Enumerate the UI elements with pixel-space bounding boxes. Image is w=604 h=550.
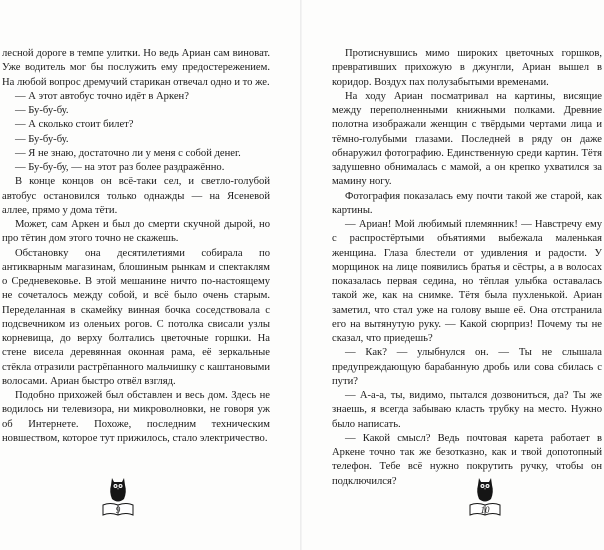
paragraph: — Бу-бу-бу. (15, 133, 69, 145)
paragraph: Фотография показалась ему почти такой же старой, как картины. (332, 190, 602, 216)
paragraph: Может, сам Аркен и был до смерти скучной дырой, но про тётин дом этого точно не скажешь. (2, 219, 270, 245)
page-number: 10 (480, 505, 490, 515)
paragraph: лесной дороге в темпе улитки. Но ведь Ариан сам виноват. Уже водитель мог бы послужить ему предостережением. На любой вопрос дремучий старикан отвечал одно и то же. (2, 48, 270, 88)
paragraph: Протиснувшись мимо широких цветочных горшков, превративших прихожую в джунгли, Ариан вышел в коридор. Воздух пах полузабытыми временами. (332, 48, 602, 88)
paragraph: — А сколько стоит билет? (15, 119, 134, 131)
page-number-badge (467, 472, 507, 520)
right-page-text (332, 47, 602, 489)
paragraph: На ходу Ариан посматривал на картины, висящие между переполненными книжными полками. Древние полотна изображали женщин с твёрдыми чертами лица и тёмно-голубыми глазами. Последней в ряду он даже обнаружил фотографию. Единственную среди картин. Тётя задушевно обнималась с мамой, а он крепко ухватился за мамину ногу. (332, 90, 602, 188)
paragraph: — Ариан! Мой любимый племянник! — Навстречу ему с распростёртыми объятиями выбежала маленькая женщина. Глаза блестели от удивления и радости. У морщинок на лице появились братья и сёстры, а в волосах показалась первая седина, но тёплая улыбка оставалась такой же, как на снимке. Тётя была пухленькой. Ариан заметил, что стал уже на голову выше её. Она отстранила его на вытянутую руку. — Какой сюрприз! Почему ты не сказал, что приедешь? (332, 219, 602, 344)
paragraph: — Я не знаю, достаточно ли у меня с собой денег. (15, 147, 241, 159)
paragraph: Подобно прихожей был обставлен и весь дом. Здесь не водилось ни телевизора, ни микроволновки, не говоря уж об Интернете. Похоже, последним техническим новшеством, которое тут прижилось, стало электричество. (2, 390, 270, 444)
paragraph: — Какой смысл? Ведь почтовая карета работает в Аркене точно так же безотказно, как и твой допотопный телефон. Тебе всё нужно покрутить ручку, чтобы он подключился? (332, 432, 602, 487)
paragraph: — А-а-а, ты, видимо, пытался дозвониться, да? Ты же знаешь, я всегда забываю класть трубку на место. Нужно было написать. (332, 390, 602, 430)
page-number-badge (100, 472, 140, 520)
paragraph: — Бу-бу-бу. (15, 105, 69, 116)
paragraph: — Бу-бу-бу, — на этот раз более раздражённо. (15, 162, 225, 173)
paragraph: В конце концов он всё-таки сел, и светло-голубой автобус остановился только однажды — на Ясеневой аллее, прямо у дома тёти. (2, 176, 270, 216)
right-page (302, 0, 604, 550)
paragraph: Обстановку она десятилетиями собирала по антикварным магазинам, блошиным рынкам и спектаклям о Средневековье. В этой мешанине ничто по-настоящему не сочеталось между собой, и всё было очень старым. Переделанная в скамейку винная бочка соседствовала с подсвечником из оленьих рогов. С потолка свисали узлы корневища, до верху болтались цветочные горшки. На стене висела деревянная оконная рама, её зеркальные стёкла отразили растрёпанного мальчишку с каштановыми волосами. Ариан быстро отвёл взгляд. (2, 247, 270, 387)
paragraph: — Как? — улыбнулся он. — Ты не слышала предупреждающую барабанную дробь или сова сбилась с пути? (332, 347, 602, 387)
left-page-text (2, 47, 270, 446)
paragraph: — А этот автобус точно идёт в Аркен? (15, 90, 189, 102)
page-number: 9 (115, 505, 121, 515)
